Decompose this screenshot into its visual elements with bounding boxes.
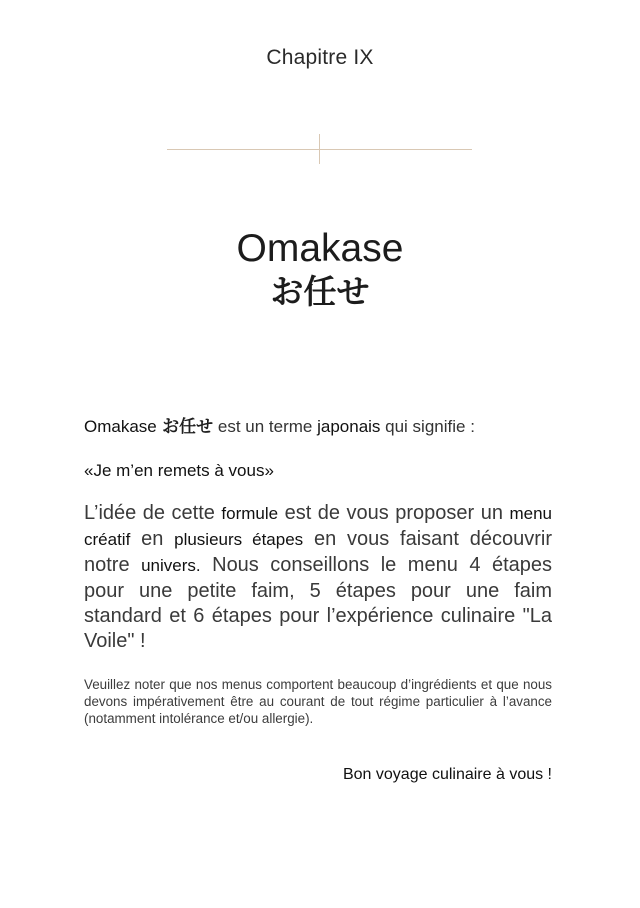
intro-text-a: est un terme [213, 417, 318, 436]
idea-text-1: L’idée de cette [84, 502, 222, 524]
intro-word-japanese: お任せ [162, 417, 214, 437]
idea-keyword-formule: formule [221, 504, 279, 523]
intro-paragraph [84, 415, 552, 439]
idea-keyword-menu: menu créatif [84, 504, 552, 549]
intro-text-b: qui signifie : [380, 417, 475, 436]
closing-line: Bon voyage culinaire à vous ! [342, 766, 552, 783]
allergy-note: Veuillez noter que nos menus comportent beaucoup d’ingrédients et que nous devons impérativement être au courant de tout régime particulier à l’avance (notamment intolérance et/ou allergie). [84, 677, 552, 726]
quote-line: «Je m’en remets à vous» [84, 461, 274, 480]
intro-word: Omakase [84, 417, 157, 436]
idea-keyword-etapes: plusieurs étapes [174, 530, 304, 549]
idea-text-4: en vous faisant découvrir notre [84, 528, 552, 576]
idea-text-2: est de vous proposer un [278, 502, 510, 524]
divider-vertical-line [319, 134, 320, 164]
page-title: Omakase [236, 227, 404, 270]
decorative-cross-divider [167, 134, 472, 166]
idea-text-3: en [130, 528, 175, 550]
page-title-japanese: お任せ [270, 272, 370, 311]
intro-keyword: japonais [317, 417, 381, 436]
chapter-heading: Chapitre IX [266, 46, 374, 69]
idea-paragraph [84, 500, 552, 653]
idea-keyword-univers: univers. [141, 556, 201, 575]
idea-text-5: Nous conseillons le menu 4 étapes pour une petite faim, 5 étapes pour une faim standard et 6 étapes pour l’expérience culinaire "La Voile" ! [84, 554, 552, 652]
